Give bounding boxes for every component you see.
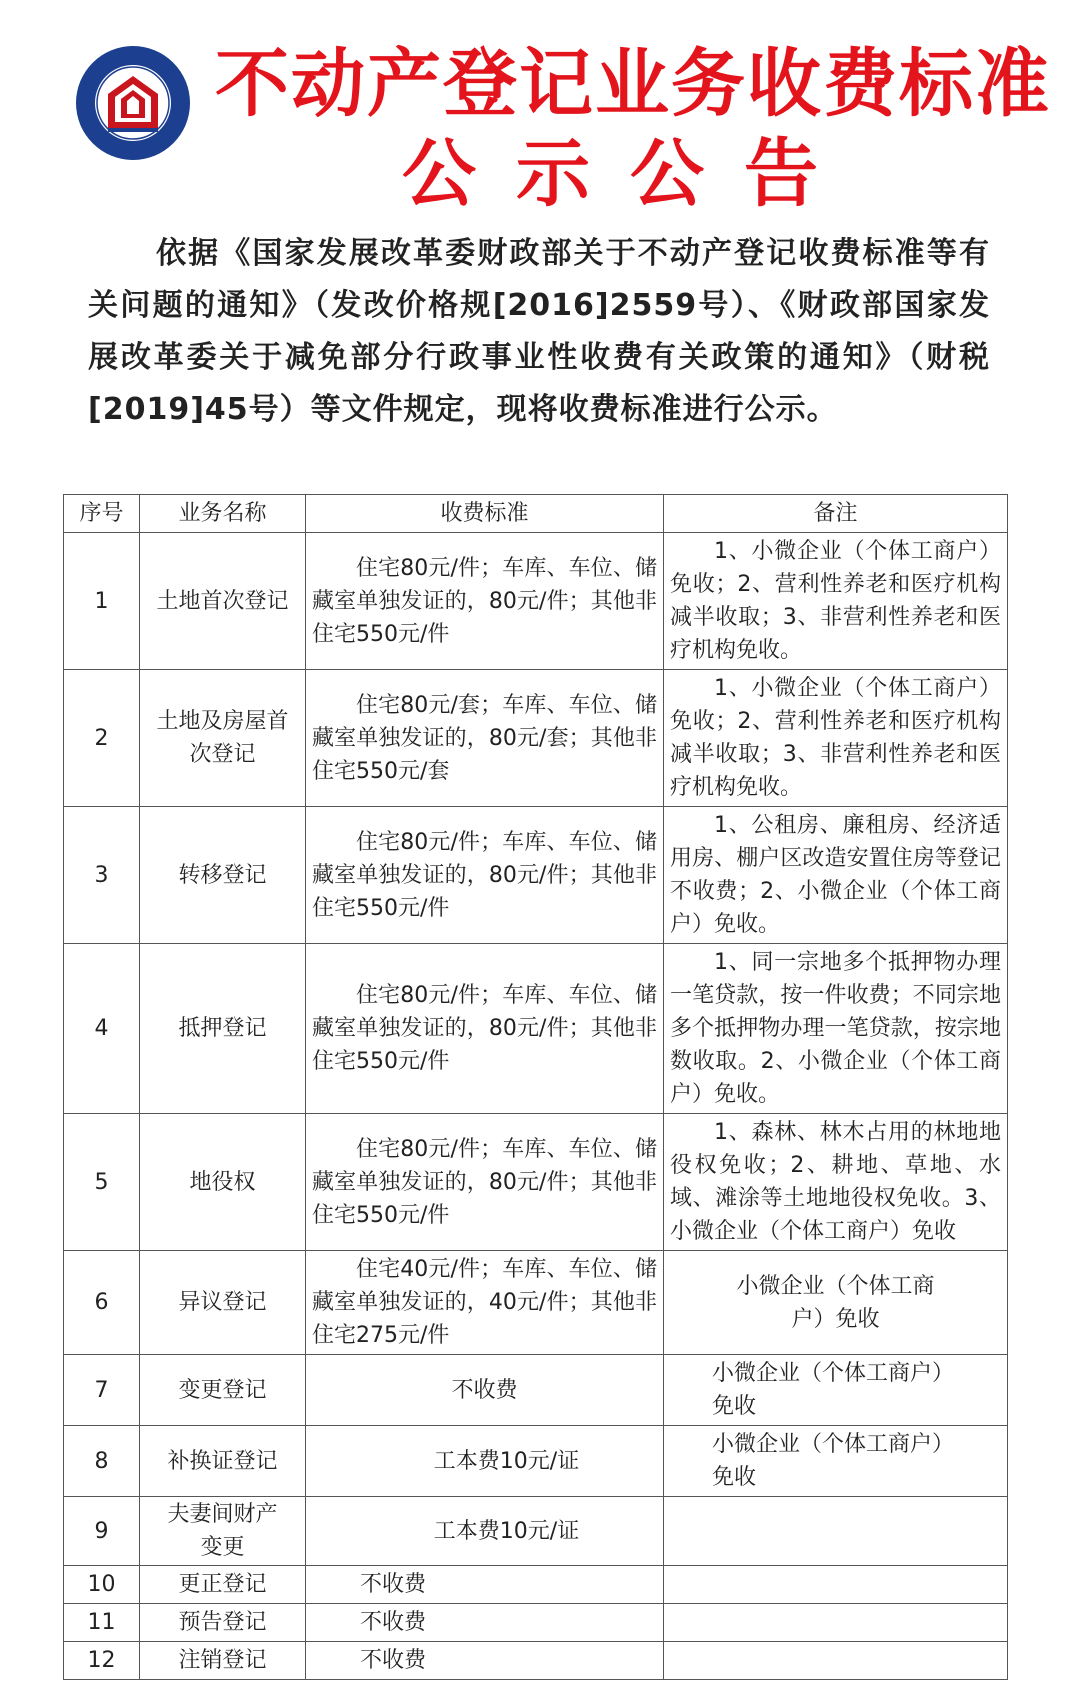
table-row bbox=[64, 944, 1008, 1114]
row-fee: 住宅80元/件；车库、车位、储藏室单独发证的，80元/件；其他非住宅550元/件 bbox=[306, 807, 664, 944]
row-no: 5 bbox=[64, 1114, 140, 1251]
row-no: 2 bbox=[64, 670, 140, 807]
row-no: 7 bbox=[64, 1355, 140, 1426]
row-note: 1、小微企业（个体工商户）免收；2、营利性养老和医疗机构减半收取；3、非营利性养老和医疗机构免收。 bbox=[664, 670, 1008, 807]
row-name: 土地及房屋首次登记 bbox=[140, 670, 306, 807]
row-fee: 住宅80元/件；车库、车位、储藏室单独发证的，80元/件；其他非住宅550元/件 bbox=[306, 944, 664, 1114]
row-no: 1 bbox=[64, 533, 140, 670]
row-note: 小微企业（个体工商户）免收 bbox=[664, 1251, 1008, 1355]
table-row bbox=[64, 1355, 1008, 1426]
row-no: 11 bbox=[64, 1604, 140, 1642]
header-note: 备注 bbox=[664, 495, 1008, 533]
row-no: 8 bbox=[64, 1426, 140, 1497]
row-no: 12 bbox=[64, 1642, 140, 1680]
table-row bbox=[64, 807, 1008, 944]
real-estate-registration-logo bbox=[74, 44, 192, 162]
table-row bbox=[64, 1426, 1008, 1497]
row-no: 3 bbox=[64, 807, 140, 944]
row-fee: 住宅80元/件；车库、车位、储藏室单独发证的，80元/件；其他非住宅550元/件 bbox=[306, 1114, 664, 1251]
row-name: 夫妻间财产变更 bbox=[140, 1497, 306, 1566]
header-fee: 收费标准 bbox=[306, 495, 664, 533]
notice-title-line2: 公示公告 bbox=[402, 131, 858, 217]
row-name: 地役权 bbox=[140, 1114, 306, 1251]
table-header-row bbox=[64, 495, 1008, 533]
row-no: 6 bbox=[64, 1251, 140, 1355]
row-note: 小微企业（个体工商户）免收 bbox=[664, 1355, 1008, 1426]
row-name: 注销登记 bbox=[140, 1642, 306, 1680]
row-note bbox=[664, 1566, 1008, 1604]
row-name: 抵押登记 bbox=[140, 944, 306, 1114]
table-row bbox=[64, 1251, 1008, 1355]
row-fee: 工本费10元/证 bbox=[306, 1497, 664, 1566]
table-row bbox=[64, 1114, 1008, 1251]
row-note bbox=[664, 1604, 1008, 1642]
header-no: 序号 bbox=[64, 495, 140, 533]
row-note bbox=[664, 1497, 1008, 1566]
row-name: 更正登记 bbox=[140, 1566, 306, 1604]
header-name: 业务名称 bbox=[140, 495, 306, 533]
intro-paragraph: 依据《国家发展改革委财政部关于不动产登记收费标准等有关问题的通知》（发改价格规[2016]2559号）、《财政部国家发展改革委关于减免部分行政事业性收费有关政策的通知》（财税[2019]45号）等文件规定，现将收费标准进行公示。 bbox=[88, 236, 990, 427]
row-fee: 工本费10元/证 bbox=[306, 1426, 664, 1497]
row-fee: 不收费 bbox=[306, 1355, 664, 1426]
table-row bbox=[64, 1642, 1008, 1680]
row-note: 小微企业（个体工商户）免收 bbox=[664, 1426, 1008, 1497]
row-name: 异议登记 bbox=[140, 1251, 306, 1355]
table-row bbox=[64, 1566, 1008, 1604]
row-note bbox=[664, 1642, 1008, 1680]
row-fee: 住宅80元/件；车库、车位、储藏室单独发证的，80元/件；其他非住宅550元/件 bbox=[306, 533, 664, 670]
row-name: 变更登记 bbox=[140, 1355, 306, 1426]
table-row bbox=[64, 1497, 1008, 1566]
row-fee: 不收费 bbox=[306, 1604, 664, 1642]
row-note: 1、森林、林木占用的林地地役权免收；2、耕地、草地、水域、滩涂等土地地役权免收。3、小微企业（个体工商户）免收 bbox=[664, 1114, 1008, 1251]
fee-standard-table bbox=[63, 494, 1008, 1680]
row-note: 1、同一宗地多个抵押物办理一笔贷款，按一件收费；不同宗地多个抵押物办理一笔贷款，按宗地数收取。2、小微企业（个体工商户）免收。 bbox=[664, 944, 1008, 1114]
header bbox=[0, 0, 1075, 215]
row-no: 10 bbox=[64, 1566, 140, 1604]
row-fee: 住宅40元/件；车库、车位、储藏室单独发证的，40元/件；其他非住宅275元/件 bbox=[306, 1251, 664, 1355]
table-row bbox=[64, 1604, 1008, 1642]
row-note: 1、小微企业（个体工商户）免收；2、营利性养老和医疗机构减半收取；3、非营利性养老和医疗机构免收。 bbox=[664, 533, 1008, 670]
table-row bbox=[64, 670, 1008, 807]
row-no: 9 bbox=[64, 1497, 140, 1566]
row-note: 1、公租房、廉租房、经济适用房、棚户区改造安置住房等登记不收费；2、小微企业（个体工商户）免收。 bbox=[664, 807, 1008, 944]
row-fee: 不收费 bbox=[306, 1642, 664, 1680]
row-fee: 不收费 bbox=[306, 1566, 664, 1604]
row-no: 4 bbox=[64, 944, 140, 1114]
notice-title-line1: 不动产登记业务收费标准 bbox=[215, 41, 1051, 127]
row-name: 补换证登记 bbox=[140, 1426, 306, 1497]
row-name: 土地首次登记 bbox=[140, 533, 306, 670]
row-name: 预告登记 bbox=[140, 1604, 306, 1642]
table-row bbox=[64, 533, 1008, 670]
row-fee: 住宅80元/套；车库、车位、储藏室单独发证的，80元/套；其他非住宅550元/套 bbox=[306, 670, 664, 807]
row-name: 转移登记 bbox=[140, 807, 306, 944]
